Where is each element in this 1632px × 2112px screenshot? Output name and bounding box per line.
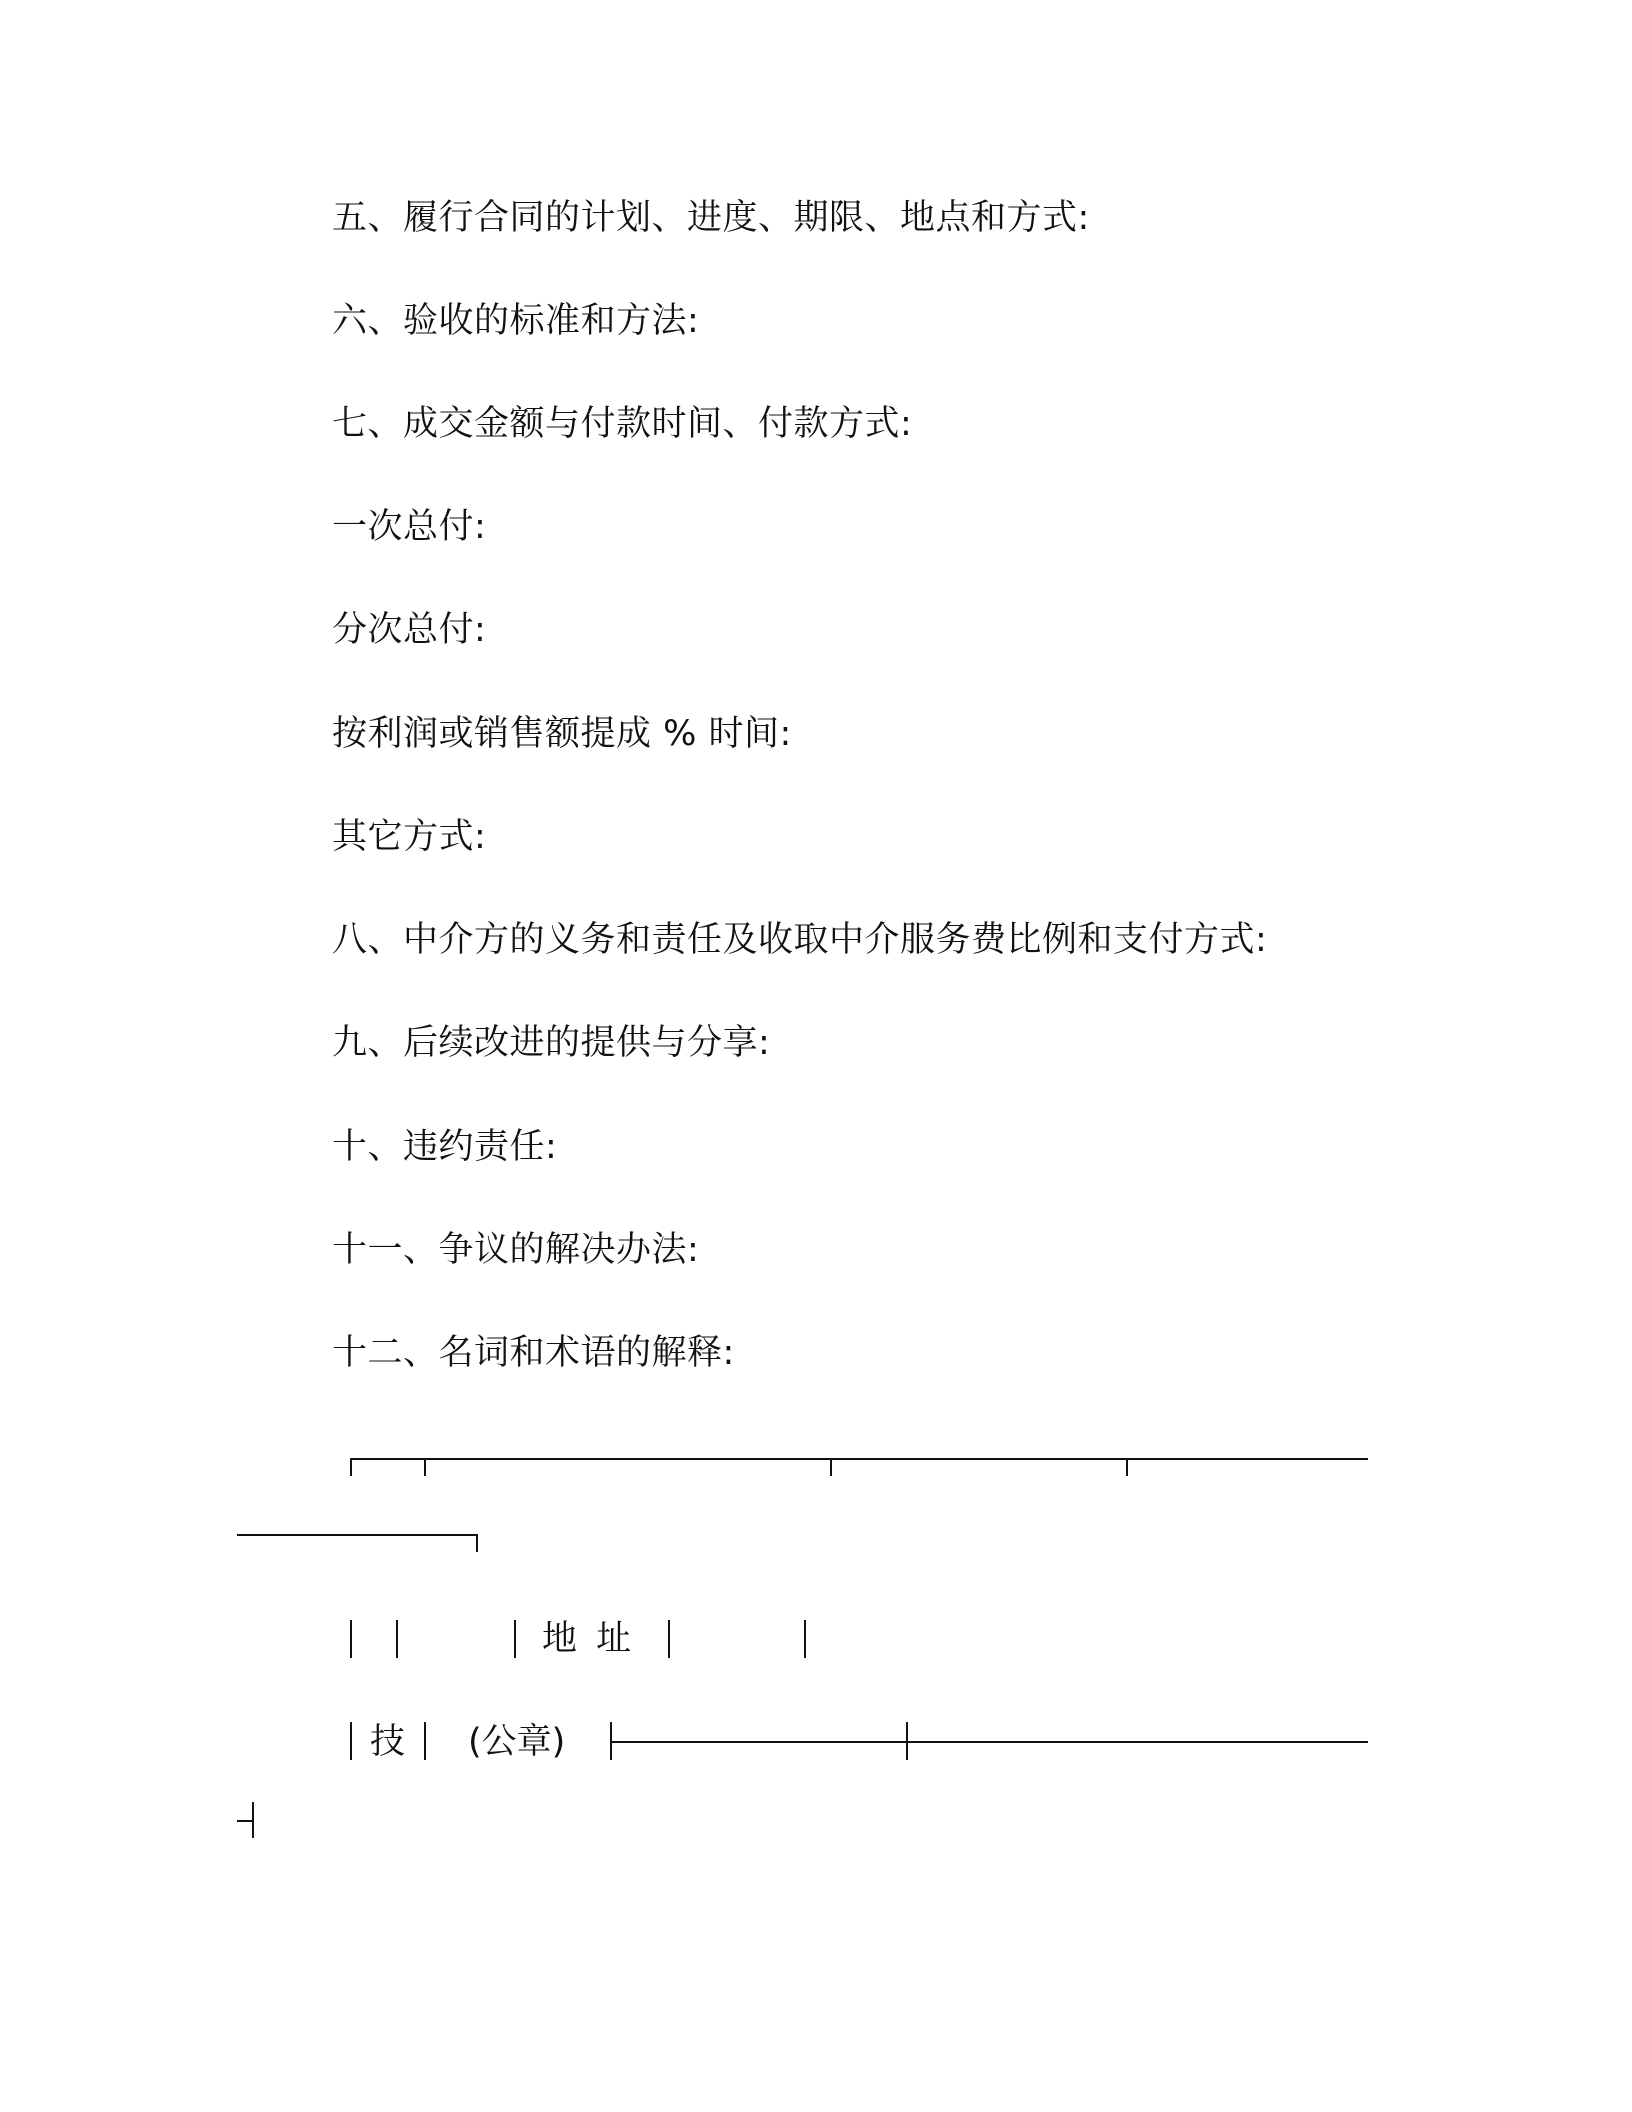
table-corner-mark xyxy=(237,1820,253,1822)
table-row-border xyxy=(237,1534,477,1536)
clause-11: 十一、争议的解决办法: xyxy=(332,1230,700,1270)
payment-installments: 分次总付: xyxy=(332,610,487,650)
table-row-border xyxy=(610,1741,1368,1743)
table-tick xyxy=(830,1458,832,1476)
table-cell-divider xyxy=(350,1620,352,1658)
clause-9: 九、后续改进的提供与分享: xyxy=(332,1023,771,1063)
table-tick xyxy=(350,1458,352,1476)
table-cell-divider xyxy=(906,1722,908,1760)
table-tick xyxy=(476,1534,478,1552)
table-cell-divider xyxy=(350,1722,352,1760)
tech-label: 技 xyxy=(370,1722,406,1762)
clause-12: 十二、名词和术语的解释: xyxy=(332,1333,735,1373)
address-label: 地 址 xyxy=(542,1619,636,1659)
clause-8: 八、中介方的义务和责任及收取中介服务费比例和支付方式: xyxy=(332,920,1268,960)
table-corner-mark xyxy=(252,1802,254,1838)
table-tick xyxy=(1126,1458,1128,1476)
payment-lump-sum: 一次总付: xyxy=(332,507,487,547)
clause-10: 十、违约责任: xyxy=(332,1127,558,1167)
payment-commission: 按利润或销售额提成 % 时间: xyxy=(332,714,792,754)
table-cell-divider xyxy=(514,1620,516,1658)
table-cell-divider xyxy=(804,1620,806,1658)
table-cell-divider xyxy=(424,1722,426,1760)
payment-other: 其它方式: xyxy=(332,817,487,857)
table-tick xyxy=(424,1458,426,1476)
table-cell-divider xyxy=(668,1620,670,1658)
clause-7: 七、成交金额与付款时间、付款方式: xyxy=(332,404,913,444)
table-cell-divider xyxy=(396,1620,398,1658)
clause-5: 五、履行合同的计划、进度、期限、地点和方式: xyxy=(332,198,1090,238)
clause-6: 六、验收的标准和方法: xyxy=(332,301,700,341)
seal-label: (公章) xyxy=(468,1722,566,1762)
table-top-border xyxy=(350,1458,1368,1460)
